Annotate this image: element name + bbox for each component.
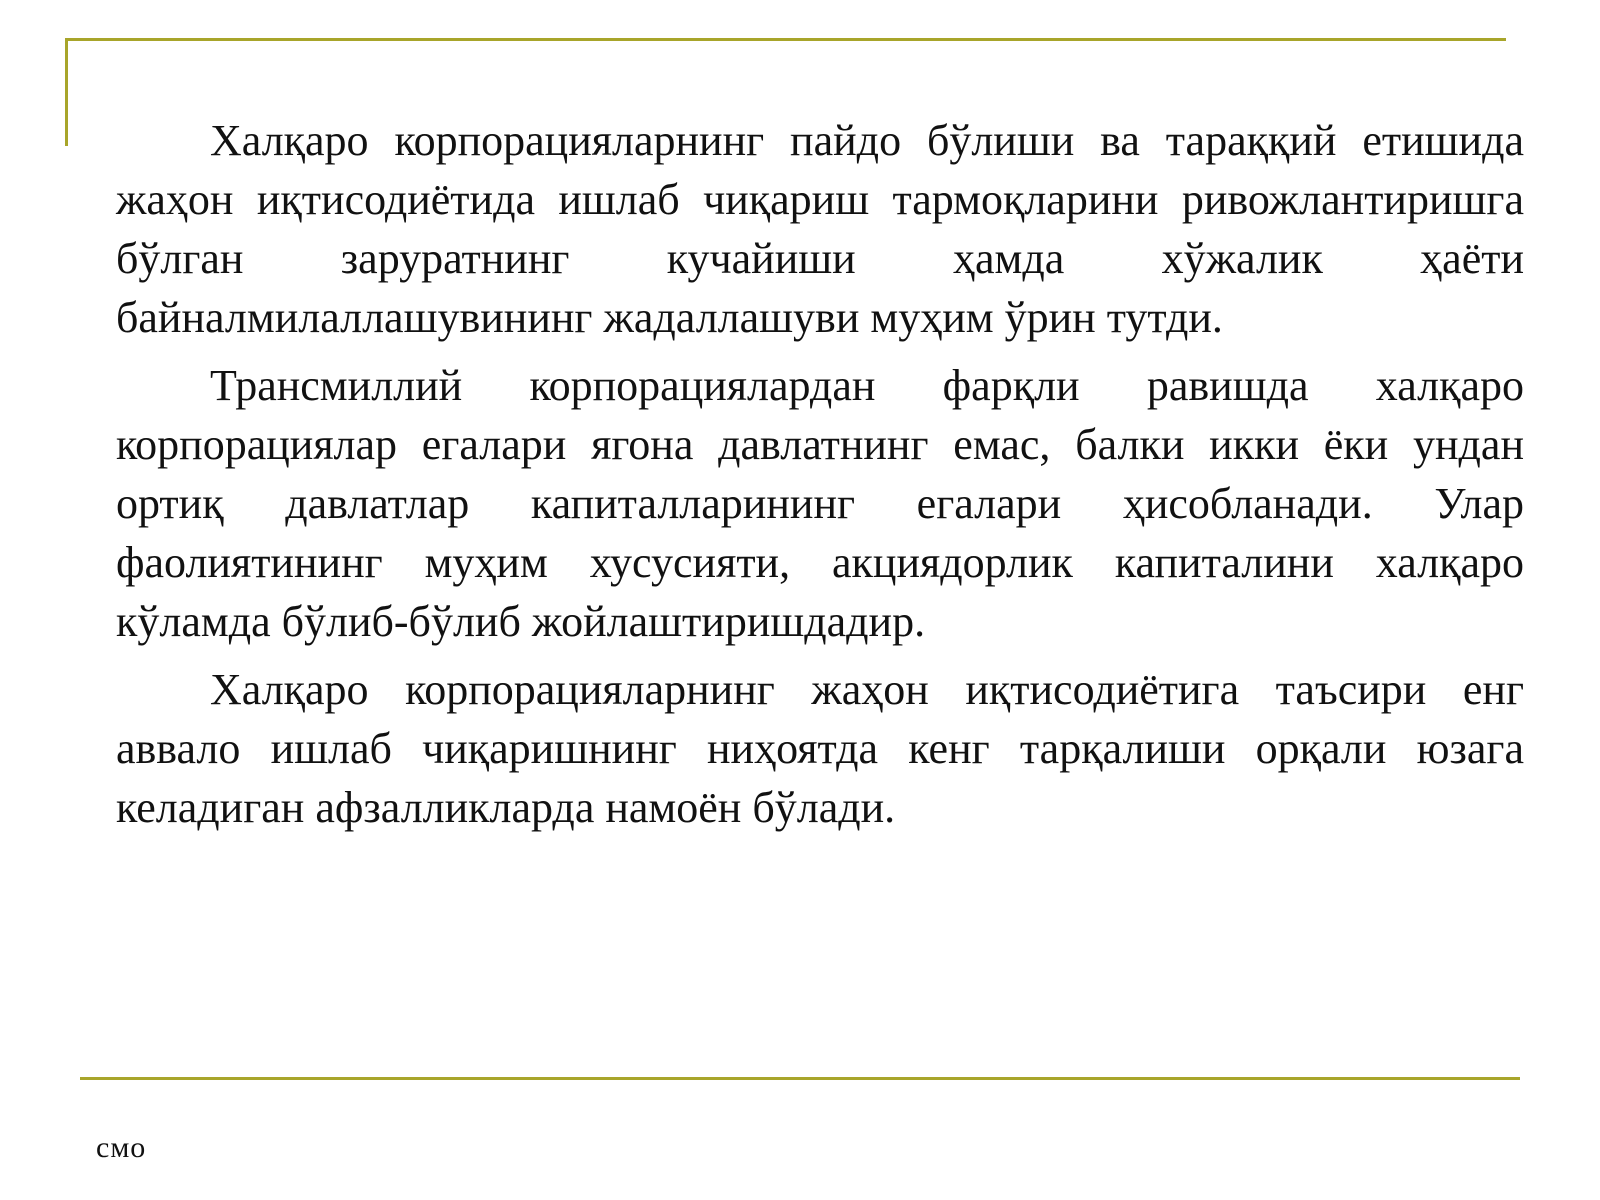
- left-rule: [65, 38, 68, 146]
- paragraph-1: Халқаро корпорацияларнинг пайдо бўлиши ва тараққий етишида жаҳон иқтисодиётида ишлаб чиқариш тармоқларини ривожлантиришга бўлган заруратнинг кучайиши ҳамда хўжалик ҳаёти байналмилаллашувининг жадаллашуви муҳим ўрин тутди.: [116, 116, 1524, 342]
- slide-body: [116, 111, 1524, 846]
- top-rule: [66, 38, 1506, 41]
- paragraph-2: Трансмиллий корпорациялардан фарқли равишда халқаро корпорациялар егалари ягона давлатнинг емас, балки икки ёки ундан ортиқ давлатлар капиталларининг егалари ҳисобланади. Улар фаолиятининг муҳим хусусияти, акциядорлик капиталини халқаро кўламда бўлиб-бўлиб жойлаштиришдадир.: [116, 361, 1524, 646]
- footer-text: смо: [96, 1131, 147, 1164]
- bottom-rule: [80, 1077, 1520, 1080]
- paragraph-3: Халқаро корпорацияларнинг жаҳон иқтисодиётига таъсири енг аввало ишлаб чиқаришнинг ниҳоятда кенг тарқалиши орқали юзага келадиган афзалликларда намоён бўлади.: [116, 665, 1524, 832]
